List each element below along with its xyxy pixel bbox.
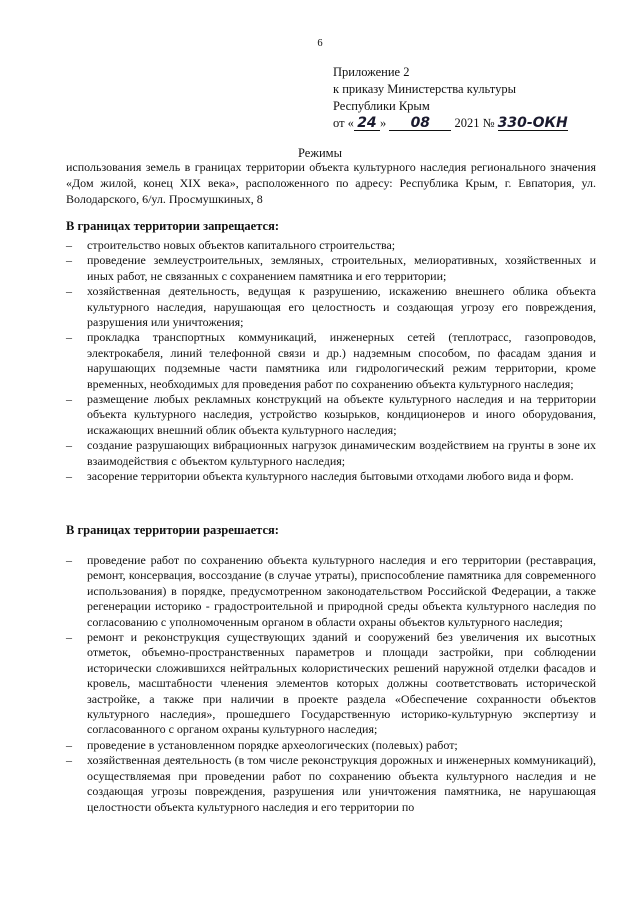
prohibited-item: [66, 438, 596, 469]
list-dash: –: [66, 330, 72, 345]
allowed-item: [66, 553, 596, 630]
allowed-item-text: проведение работ по сохранению объекта культурного наследия и его территории (реставрация, ремонт, консервация, воссоздание (в случае утраты), приспособление памятника для современного использования) в порядке, предусмотренном законодательством Российской Федерации, а также регенерации историко - градостроительной и природной среды объекта культурного наследия по согласованию с уполномоченным органом в области охраны объектов культурного наследия;: [87, 553, 596, 629]
document-subtitle: использования земель в границах территории объекта культурного наследия регионального значения «Дом жилой, конец XIX века», расположенного по адресу: Республика Крым, г. Евпатория, ул. Володарского, 6/ул. Просмушкиных, 8: [66, 160, 596, 206]
allowed-item-text: ремонт и реконструкция существующих зданий и сооружений без увеличения их высотных отметок, объемно-пространственных параметров и площади застройки, при соблюдении исторически сложившихся нейтральных колористических решений наружной отделки фасадов и кровель, масштабности членения элементов которых должны соответствовать исторической застройке, а также при наличии в проекте раздела «Обеспечение сохранности объектов культурного наследия», прошедшего Государственную историко-культурную экспертизу и согласованного с органом охраны культурного наследия;: [87, 630, 596, 737]
prohibited-item-text: прокладка транспортных коммуникаций, инженерных сетей (теплотрасс, газопроводов, электрокабеля, линий телефонной связи и др.) надземным способом, по фасадам здания и нарушающих подземные части памятника или гидрологический режим территории, кроме временных, необходимых для проведения работ по сохранению объекта культурного наследия;: [87, 330, 596, 391]
list-dash: –: [66, 438, 72, 453]
list-dash: –: [66, 753, 72, 768]
allowed-item-text: хозяйственная деятельность (в том числе реконструкция дорожных и инженерных коммуникаций), осуществляемая при проведении работ по сохранению объекта культурного наследия и не создающая угрозы повреждения, разрушения или уничтожения памятника, не нарушающая целостности объекта культурного наследия и его территории по: [87, 753, 596, 814]
date-day: 24: [354, 116, 380, 131]
prohibited-item: [66, 253, 596, 284]
prohibited-item-text: хозяйственная деятельность, ведущая к разрушению, искажению внешнего облика объекта культурного наследия, нарушающая его целостность и создающая угрозу его повреждения, разрушения или уничтожения;: [87, 284, 596, 330]
allowed-item: [66, 630, 596, 738]
prohibited-heading: В границах территории запрещается:: [66, 219, 280, 233]
prohibited-item: [66, 469, 596, 484]
prohibited-item-text: засорение территории объекта культурного наследия бытовыми отходами любого вида и форм.: [87, 469, 574, 484]
date-month: 08: [389, 116, 451, 131]
allowed-list: [66, 553, 596, 815]
allowed-heading: В границах территории разрешается:: [66, 523, 279, 537]
appendix-title: Приложение 2: [333, 65, 410, 79]
prohibited-item: [66, 392, 596, 438]
list-dash: –: [66, 469, 72, 484]
list-dash: –: [66, 553, 72, 567]
allowed-item: [66, 753, 596, 815]
allowed-item: [66, 738, 596, 753]
page-number: 6: [317, 38, 323, 49]
list-dash: –: [66, 392, 72, 407]
order-number: 330-ОКН: [497, 115, 568, 131]
prohibited-item: [66, 238, 596, 253]
appendix-date-line: [333, 115, 568, 132]
prohibited-list: [66, 238, 596, 485]
appendix-region: Республики Крым: [333, 99, 430, 113]
date-mid: »: [379, 116, 387, 130]
prohibited-item-text: проведение землеустроительных, земляных, строительных, мелиоративных, хозяйственных и иных работ, не связанных с сохранением памятника и его территории;: [87, 253, 596, 283]
appendix-order-ref: к приказу Министерства культуры: [333, 82, 516, 96]
prohibited-item: [66, 284, 596, 330]
prohibited-item-text: размещение любых рекламных конструкций на объекте культурного наследия и на территории объекта культурного наследия, устройство козырьков, кондиционеров и иного оборудования, искажающих внешний облик объекта культурного наследия;: [87, 392, 596, 437]
prohibited-item: [66, 330, 596, 392]
allowed-item-text: проведение в установленном порядке археологических (полевых) работ;: [87, 737, 458, 752]
date-year-no: 2021 №: [454, 116, 495, 130]
list-dash: –: [66, 253, 72, 268]
document-title: Режимы: [298, 146, 342, 160]
list-dash: –: [66, 284, 72, 299]
list-dash: –: [66, 630, 72, 645]
appendix-block: [333, 64, 568, 132]
date-prefix: от «: [333, 116, 354, 130]
list-dash: –: [66, 238, 72, 252]
list-dash: –: [66, 737, 72, 752]
prohibited-item-text: строительство новых объектов капитального строительства;: [87, 238, 396, 252]
prohibited-item-text: создание разрушающих вибрационных нагрузок динамическим воздействием на грунты в зоне их взаимодействия с объектом культурного наследия;: [87, 438, 596, 468]
